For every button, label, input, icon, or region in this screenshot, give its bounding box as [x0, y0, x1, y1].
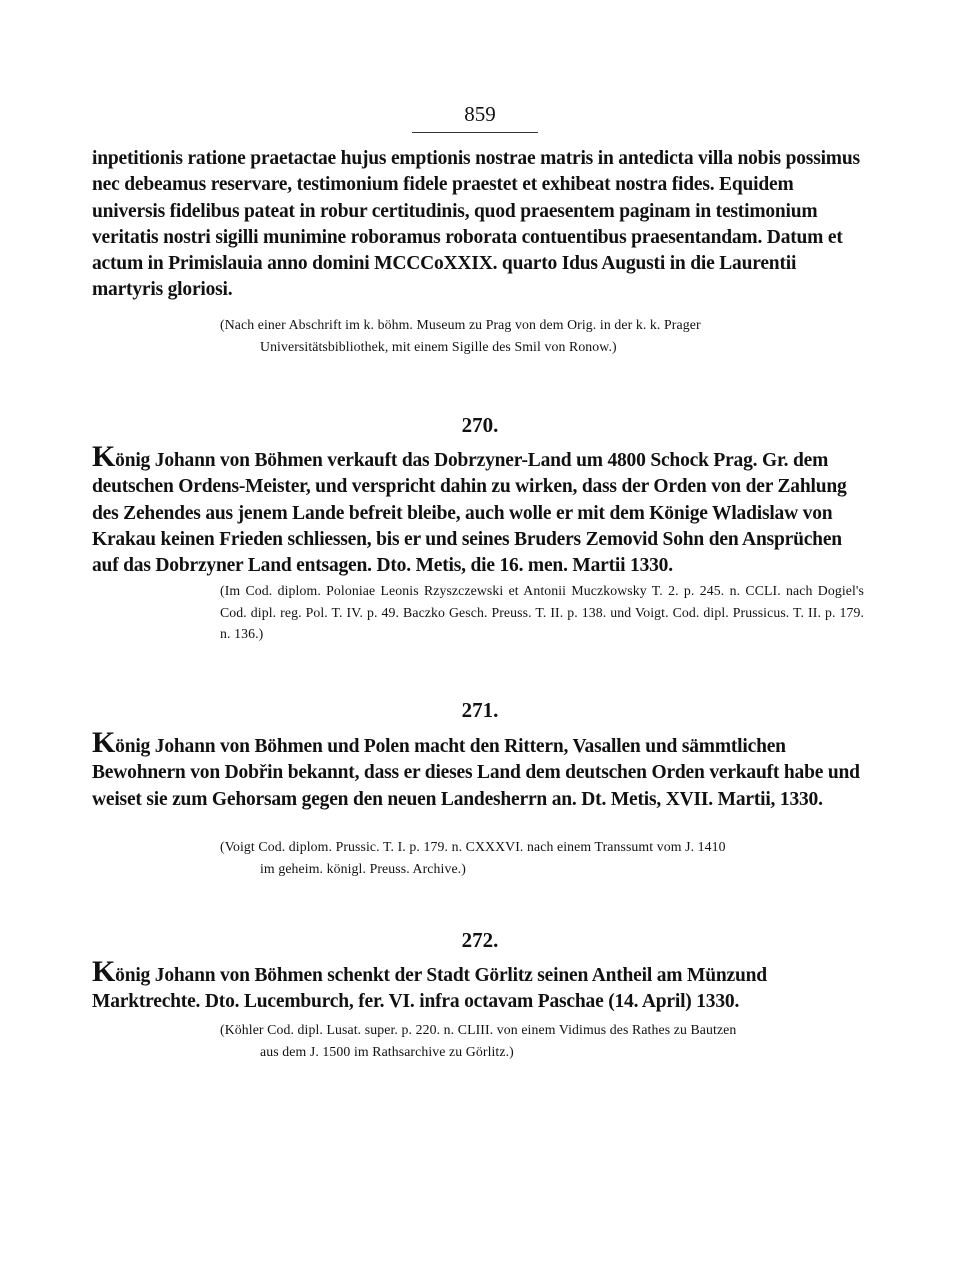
- document-text-272: [92, 955, 864, 1016]
- note-line-1: (Voigt Cod. diplom. Prussic. T. I. p. 179. n. CXXXVI. nach einem Transsumt vom J. 1410: [220, 839, 726, 854]
- document-note-271: [220, 836, 864, 879]
- header-rule: [412, 132, 538, 133]
- document-body: önig Johann von Böhmen und Polen macht den Rittern, Vasallen und sämmtlichen Bewohnern von Dobřin bekannt, dass er dieses Land dem deutschen Orden verkauft habe und weiset sie zum Gehorsam gegen den neuen Landesherrn an. Dt. Metis, XVII. Martii, 1330.: [92, 736, 860, 810]
- note-line-1: (Im Cod. diplom. Poloniae Leonis Rzyszczewski et Antonii Muczkowsky T. 2. p. 245. n.: [220, 583, 741, 598]
- document-body: önig Johann von Böhmen verkauft das Dobrzyner-Land um 4800 Schock Prag. Gr. dem deutschen Ordens-Meister, und verspricht dahin zu wirken, dass der Orden von der Zahlung des Zehendes aus jenem Lande befreit bleibe, auch wolle er mit dem Könige Wladislaw von Krakau keinen Frieden schliessen, bis er und seines Bruders Zemovid Sohn den Ansprüchen auf das Dobrzyner Land entsagen. Dto. Metis, die 16. men. Martii 1330.: [92, 450, 847, 577]
- document-note-270: [220, 580, 864, 645]
- document-number-270: 270.: [461, 413, 499, 437]
- document-text-271: [92, 726, 864, 813]
- document-text-270: [92, 440, 864, 579]
- initial-letter: K: [92, 955, 116, 988]
- page-number: 859: [464, 102, 496, 126]
- note-line-1: (Köhler Cod. dipl. Lusat. super. p. 220. n. CLIII. von einem Vidimus des Rathes zu Bautzen: [220, 1022, 737, 1037]
- document-body: önig Johann von Böhmen schenkt der Stadt Görlitz seinen Antheil am Münzund Marktrechte. Dto. Lucemburch, fer. VI. infra octavam Paschae (14. April) 1330.: [92, 965, 767, 1013]
- note-rest: CCLI. nach Dogiel's Cod. dipl. reg. Pol. T. IV. p. 49. Baczko Gesch. Preuss. T. II. p. 138. und Voigt. Cod. dipl. Prussicus. T. II. p. 179. n. 136.): [220, 583, 864, 641]
- continuation-note-line-1: (Nach einer Abschrift im k. böhm. Museum zu Prag von dem Orig. in der k. k. Prager: [220, 317, 701, 332]
- document-number-271: 271.: [461, 698, 499, 722]
- document-note-272: [220, 1019, 864, 1062]
- continuation-note: [220, 314, 864, 357]
- document-number-272: 272.: [461, 928, 499, 952]
- note-line-2: aus dem J. 1500 im Rathsarchive zu Görlitz.): [260, 1043, 514, 1059]
- continuation-note-line-2: Universitätsbibliothek, mit einem Sigille des Smil von Ronow.): [260, 338, 617, 354]
- note-line-2: im geheim. königl. Preuss. Archive.): [260, 860, 466, 876]
- initial-letter: K: [92, 440, 116, 473]
- initial-letter: K: [92, 726, 116, 759]
- continuation-text: inpetitionis ratione praetactae hujus emptionis nostrae matris in antedicta villa nobis possimus nec debeamus reservare, testimonium fidele praestet et exhibeat nostra fides. Equidem universis fidelibus pateat in robur certitudinis, quod praesentem paginam in testimonium veritatis nostri sigilli munimine roboramus roborata contuentibus praesentandam. Datum et actum in Primislauia anno domini MCCCoXXIX. quarto Idus Augusti in die Laurentii martyris gloriosi.: [92, 148, 860, 301]
